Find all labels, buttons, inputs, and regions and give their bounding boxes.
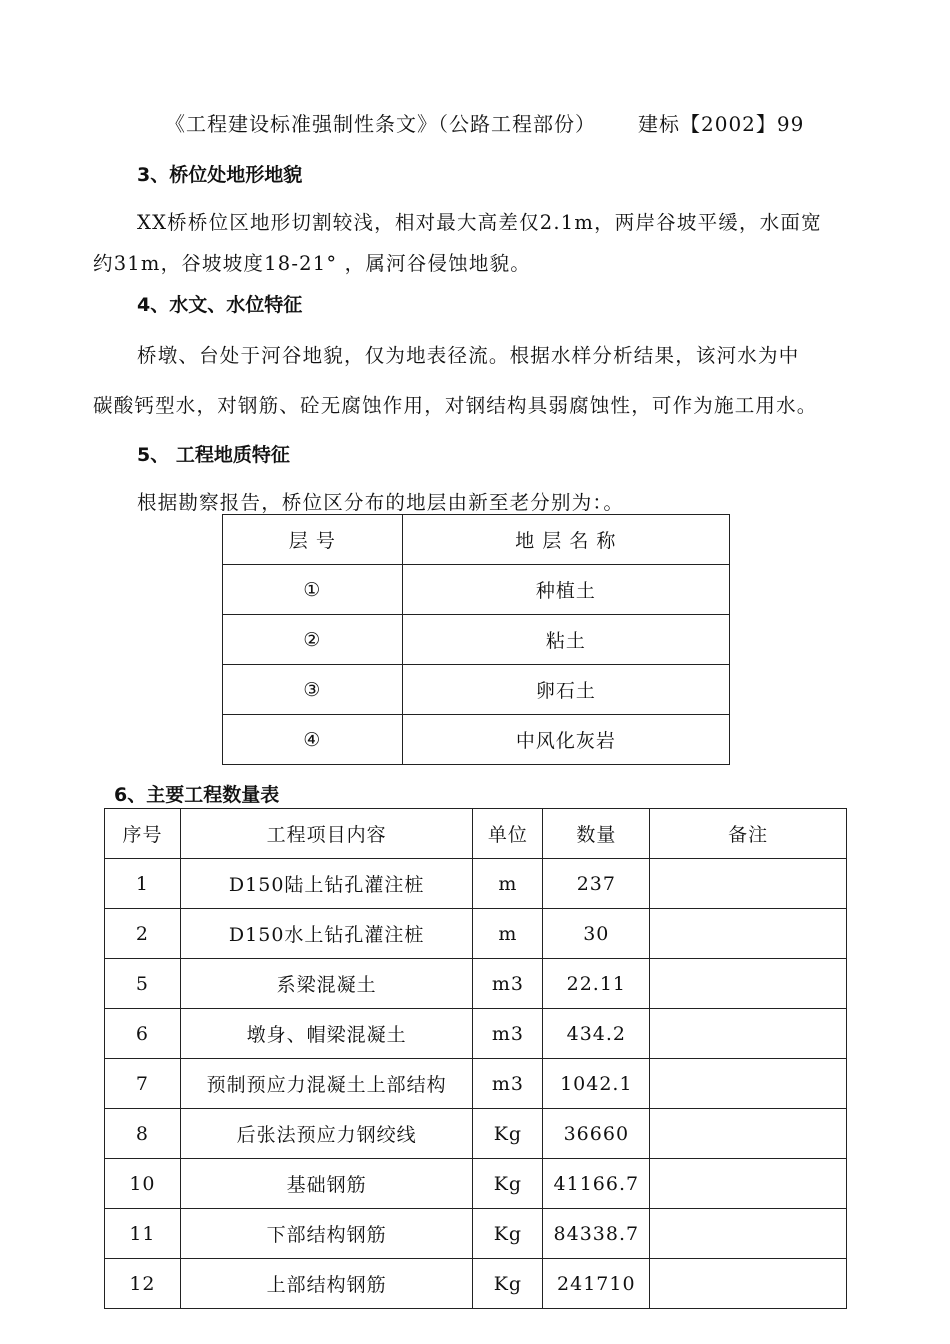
item-cell: 上部结构钢筋 bbox=[180, 1259, 473, 1309]
quantity-cell: 237 bbox=[543, 859, 650, 909]
header-cell-item: 工程项目内容 bbox=[180, 809, 473, 859]
table-row bbox=[105, 1009, 847, 1059]
layer-no-cell: ① bbox=[223, 565, 403, 615]
remarks-cell bbox=[650, 1209, 847, 1259]
item-cell: 墩身、帽梁混凝土 bbox=[180, 1009, 473, 1059]
remarks-cell bbox=[650, 959, 847, 1009]
item-cell: 后张法预应力钢绞线 bbox=[180, 1109, 473, 1159]
table-row bbox=[105, 1259, 847, 1309]
item-cell: 预制预应力混凝土上部结构 bbox=[180, 1059, 473, 1109]
unit-cell: m3 bbox=[473, 1059, 543, 1109]
table-header-row bbox=[105, 809, 847, 859]
table-row bbox=[223, 715, 730, 765]
unit-cell: Kg bbox=[473, 1259, 543, 1309]
section-3-line-2: 约31m，谷坡坡度18-21° ，属河谷侵蚀地貌。 bbox=[93, 252, 531, 275]
section-4-line-2: 碳酸钙型水，对钢筋、砼无腐蚀作用，对钢结构具弱腐蚀性，可作为施工用水。 bbox=[93, 394, 818, 417]
quantity-cell: 36660 bbox=[543, 1109, 650, 1159]
table-row bbox=[223, 615, 730, 665]
section-4-heading: 4、水文、水位特征 bbox=[137, 294, 303, 316]
table-row bbox=[105, 1109, 847, 1159]
table-row bbox=[105, 859, 847, 909]
item-cell: 下部结构钢筋 bbox=[180, 1209, 473, 1259]
item-cell: D150陆上钻孔灌注桩 bbox=[180, 859, 473, 909]
table-row bbox=[105, 959, 847, 1009]
quantity-table bbox=[104, 808, 847, 1309]
unit-cell: m bbox=[473, 859, 543, 909]
remarks-cell bbox=[650, 1109, 847, 1159]
header-cell-no: 序号 bbox=[105, 809, 181, 859]
no-cell: 12 bbox=[105, 1259, 181, 1309]
section-3-line-1: XX桥桥位区地形切割较浅，相对最大高差仅2.1m，两岸谷坡平缓，水面宽 bbox=[137, 211, 822, 234]
no-cell: 11 bbox=[105, 1209, 181, 1259]
section-4-line-1: 桥墩、台处于河谷地貌，仅为地表径流。根据水样分析结果，该河水为中 bbox=[137, 344, 800, 367]
layer-name-cell: 种植土 bbox=[402, 565, 729, 615]
quantity-cell: 241710 bbox=[543, 1259, 650, 1309]
quantity-cell: 84338.7 bbox=[543, 1209, 650, 1259]
remarks-cell bbox=[650, 1059, 847, 1109]
no-cell: 1 bbox=[105, 859, 181, 909]
no-cell: 8 bbox=[105, 1109, 181, 1159]
remarks-cell bbox=[650, 1259, 847, 1309]
layer-no-cell: ② bbox=[223, 615, 403, 665]
item-cell: 基础钢筋 bbox=[180, 1159, 473, 1209]
remarks-cell bbox=[650, 1009, 847, 1059]
no-cell: 6 bbox=[105, 1009, 181, 1059]
header-cell-layer-no: 层 号 bbox=[223, 515, 403, 565]
unit-cell: Kg bbox=[473, 1209, 543, 1259]
item-cell: D150水上钻孔灌注桩 bbox=[180, 909, 473, 959]
table-row bbox=[105, 1209, 847, 1259]
header-cell-remarks: 备注 bbox=[650, 809, 847, 859]
quantity-cell: 30 bbox=[543, 909, 650, 959]
table-header-row bbox=[223, 515, 730, 565]
quantity-cell: 1042.1 bbox=[543, 1059, 650, 1109]
table-row bbox=[223, 665, 730, 715]
header-cell-layer-name: 地 层 名 称 bbox=[402, 515, 729, 565]
table-row bbox=[105, 1059, 847, 1109]
document-header bbox=[165, 108, 804, 137]
no-cell: 10 bbox=[105, 1159, 181, 1209]
unit-cell: Kg bbox=[473, 1109, 543, 1159]
no-cell: 2 bbox=[105, 909, 181, 959]
item-cell: 系梁混凝土 bbox=[180, 959, 473, 1009]
layer-name-cell: 卵石土 bbox=[402, 665, 729, 715]
remarks-cell bbox=[650, 1159, 847, 1209]
no-cell: 5 bbox=[105, 959, 181, 1009]
layer-no-cell: ③ bbox=[223, 665, 403, 715]
remarks-cell bbox=[650, 909, 847, 959]
table-row bbox=[223, 565, 730, 615]
layer-no-cell: ④ bbox=[223, 715, 403, 765]
table-row bbox=[105, 909, 847, 959]
section-3-heading: 3、桥位处地形地貌 bbox=[137, 164, 303, 186]
layer-name-cell: 中风化灰岩 bbox=[402, 715, 729, 765]
quantity-cell: 22.11 bbox=[543, 959, 650, 1009]
section-5-heading: 5、 工程地质特征 bbox=[137, 444, 290, 466]
quantity-cell: 41166.7 bbox=[543, 1159, 650, 1209]
standard-number: 建标【2002】99 bbox=[638, 112, 805, 136]
unit-cell: Kg bbox=[473, 1159, 543, 1209]
no-cell: 7 bbox=[105, 1059, 181, 1109]
remarks-cell bbox=[650, 859, 847, 909]
unit-cell: m3 bbox=[473, 1009, 543, 1059]
standard-title: 《工程建设标准强制性条文》（公路工程部份） bbox=[165, 112, 596, 136]
header-cell-quantity: 数量 bbox=[543, 809, 650, 859]
quantity-cell: 434.2 bbox=[543, 1009, 650, 1059]
unit-cell: m bbox=[473, 909, 543, 959]
section-6-heading: 6、主要工程数量表 bbox=[114, 784, 280, 806]
section-5-intro: 根据勘察报告，桥位区分布的地层由新至老分别为：。 bbox=[137, 491, 625, 514]
unit-cell: m3 bbox=[473, 959, 543, 1009]
strata-table bbox=[222, 514, 730, 765]
table-row bbox=[105, 1159, 847, 1209]
header-cell-unit: 单位 bbox=[473, 809, 543, 859]
layer-name-cell: 粘土 bbox=[402, 615, 729, 665]
